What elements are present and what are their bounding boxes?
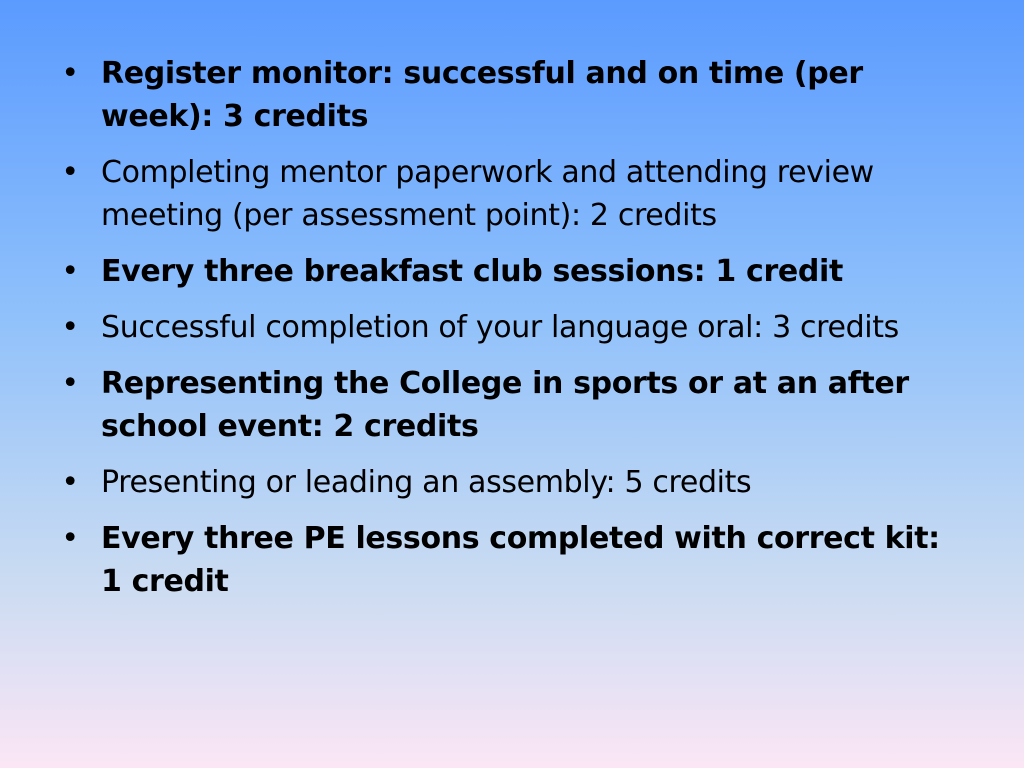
list-item [60,52,960,138]
list-item-text: Presenting or leading an assembly: 5 credits [101,465,752,500]
list-item-text: Register monitor: successful and on time (per week): 3 credits [101,56,863,134]
list-item-text: Every three PE lessons completed with correct kit: 1 credit [101,521,940,599]
list-item [60,362,960,448]
list-item [60,250,960,293]
list-item-text: Representing the College in sports or at an after school event: 2 credits [101,366,909,444]
bullet-icon: • [61,254,79,289]
bullet-icon: • [61,310,79,345]
bullet-icon: • [61,56,79,91]
list-item [60,306,960,349]
bullet-icon: • [61,521,79,556]
bullet-icon: • [61,465,79,500]
list-item [60,461,960,504]
bullet-icon: • [61,155,79,190]
list-item [60,151,960,237]
list-item-text: Completing mentor paperwork and attending review meeting (per assessment point): 2 credits [101,155,874,233]
list-item-text: Every three breakfast club sessions: 1 credit [101,254,843,289]
list-item [60,517,960,603]
bullet-icon: • [61,366,79,401]
list-item-text: Successful completion of your language oral: 3 credits [101,310,899,345]
credit-rules-list [60,52,960,616]
